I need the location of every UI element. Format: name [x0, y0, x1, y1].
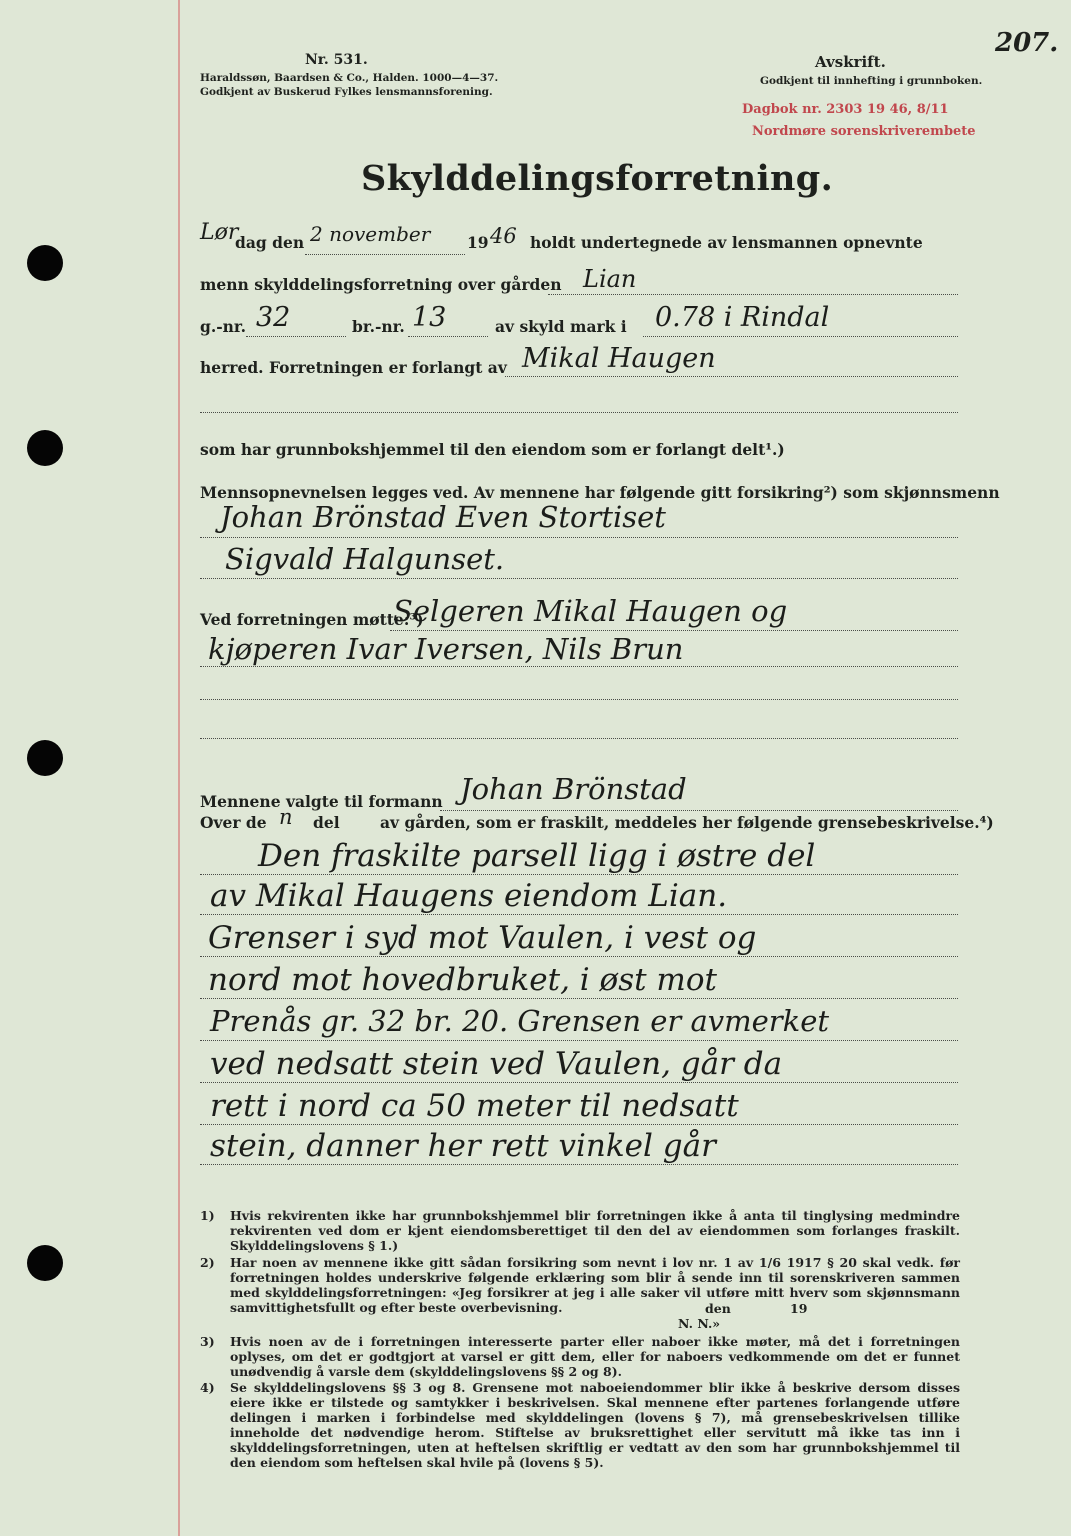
hand-description-line: ved nedsatt stein ved Vaulen, går da	[210, 1046, 783, 1082]
footnote-text: Hvis rekvirenten ikke har grunnbokshjemmel blir forretningen ikke å anta til tinglysing medmindre rekvirenten ved dom er kjent eiendomsberettiget til den del av eiendommen som forlanges fraskilt. Skylddelingslovens § 1.)	[230, 1208, 960, 1253]
fill-line	[548, 294, 958, 295]
hand-present-2: kjøperen Ivar Iversen, Nils Brun	[208, 632, 684, 666]
hand-weekday: Lør	[200, 220, 239, 245]
hand-present-1: Selgeren Mikal Haugen og	[393, 594, 788, 628]
fill-line	[505, 376, 958, 377]
publisher-line: Haraldssøn, Baardsen & Co., Halden. 1000—4—37.	[200, 72, 499, 84]
punch-hole	[27, 740, 63, 776]
footnote-19: 19	[790, 1301, 808, 1316]
stamp-diary-number: Dagbok nr. 2303 19 46, 8/11	[742, 102, 949, 117]
hand-appraisers-1: Johan Brönstad Even Stortiset	[220, 500, 666, 534]
fill-line	[200, 1124, 958, 1125]
punch-hole	[27, 1245, 63, 1281]
label-forlangt-av: herred. Forretningen er forlangt av	[200, 358, 507, 377]
footnote-text: Hvis noen av de i forretningen interesserte parter eller naboer ikke møter, må det i forretningen oplyses, om det er godtgjort at varsel er gitt dem, eller for naboers vedkommende om det er funnet unødvendig å varsle dem (skylddelingslovens §§ 2 og 8).	[230, 1334, 960, 1379]
label-grunnbokshjemmel: som har grunnbokshjemmel til den eiendom som er forlangt delt¹.)	[200, 440, 785, 459]
label-mottet: Ved forretningen møtte:³)	[200, 610, 424, 629]
footnote-2	[200, 1255, 960, 1315]
label-formann: Mennene valgte til formann	[200, 792, 443, 811]
hand-gnr: 32	[256, 302, 291, 333]
label-gnr: g.-nr.	[200, 317, 247, 336]
hand-description-line: rett i nord ca 50 meter til nedsatt	[210, 1088, 739, 1124]
fill-line	[643, 336, 958, 337]
hand-requester: Mikal Haugen	[522, 343, 716, 374]
hand-appraisers-2: Sigvald Halgunset.	[225, 542, 505, 576]
approval-line: Godkjent av Buskerud Fylkes lensmannsforening.	[200, 86, 493, 98]
hand-description-line: nord mot hovedbruket, i øst mot	[208, 962, 717, 998]
margin-rule	[178, 0, 180, 1536]
label-skyld: av skyld mark i	[495, 317, 627, 336]
label-grensebeskrivelse: av gården, som er fraskilt, meddeles her følgende grensebeskrivelse.⁴)	[380, 813, 994, 832]
footnote-number: 3)	[200, 1334, 215, 1349]
punch-hole	[27, 430, 63, 466]
hand-description-line: Grenser i syd mot Vaulen, i vest og	[208, 920, 757, 956]
fill-line	[200, 1164, 958, 1165]
fill-line	[390, 630, 958, 631]
footnote-number: 4)	[200, 1380, 215, 1395]
footnote-signature: N. N.»	[678, 1316, 721, 1331]
fill-line	[200, 1082, 958, 1083]
hand-part: n	[279, 805, 293, 829]
footnote-number: 2)	[200, 1255, 215, 1270]
label-year-prefix: 19	[467, 233, 489, 252]
form-number: Nr. 531.	[305, 52, 368, 68]
label-dag-den: dag den	[235, 233, 305, 252]
page-number: 207.	[995, 28, 1059, 58]
punch-hole	[27, 245, 63, 281]
fill-line	[200, 956, 958, 957]
fill-line	[200, 412, 958, 413]
footnote-3	[200, 1334, 960, 1379]
label-del: del	[313, 813, 340, 832]
fill-line	[246, 336, 346, 337]
fill-line	[200, 998, 958, 999]
label-holdt: holdt undertegnede av lensmannen opnevnte	[530, 233, 923, 252]
fill-line	[440, 810, 958, 811]
hand-farm-name: Lian	[583, 265, 637, 293]
stamp-office: Nordmøre sorenskriverembete	[752, 124, 976, 139]
label-over-garden: menn skylddelingsforretning over gården	[200, 275, 562, 294]
footnote-number: 1)	[200, 1208, 215, 1223]
footnote-text: Har noen av mennene ikke gitt sådan forsikring som nevnt i lov nr. 1 av 1/6 1917 § 20 skal vedk. før forretningen holdes underskrive følgende erklæring som blir å sende inn til sorenskriveren sammen med skylddelingsforretningen: «Jeg forsikrer at jeg i alle saker vil utføre mitt hverv som skjønnsmann samvittighetsfullt og efter beste overbevisning.	[230, 1255, 960, 1315]
hand-chairman: Johan Brönstad	[460, 772, 687, 806]
fill-line	[200, 699, 958, 700]
hand-date: 2 november	[310, 222, 431, 246]
fill-line	[200, 914, 958, 915]
fill-line	[200, 537, 958, 538]
copy-note: Godkjent til innhefting i grunnboken.	[760, 75, 983, 87]
fill-line	[200, 578, 958, 579]
fill-line	[305, 254, 465, 255]
hand-skyld: 0.78 i Rindal	[655, 302, 830, 333]
fill-line	[200, 1040, 958, 1041]
hand-year: 46	[490, 224, 517, 248]
label-brnr: br.-nr.	[352, 317, 405, 336]
page-title: Skylddelingsforretning.	[361, 158, 834, 199]
hand-description-line: av Mikal Haugens eiendom Lian.	[210, 878, 728, 914]
footnote-den: den	[705, 1301, 731, 1316]
hand-description-line: Prenås gr. 32 br. 20. Grensen er avmerket	[210, 1004, 830, 1038]
fill-line	[200, 666, 958, 667]
footnote-1	[200, 1208, 960, 1253]
footnote-4	[200, 1380, 960, 1470]
hand-description-line: Den fraskilte parsell ligg i østre del	[258, 838, 816, 874]
label-mennsopnevnelsen: Mennsopnevnelsen legges ved. Av mennene har følgende gitt forsikring²) som skjønnsmenn	[200, 483, 1000, 502]
footnote-text: Se skylddelingslovens §§ 3 og 8. Grensene mot naboeiendommer blir ikke å beskrive dersom disses eiere ikke er tilstede og samtykker i beskrivelsen. Skal mennene efter partenes forlangende utføre delingen i marken i forbindelse med skylddelingen (lovens § 7), må grensebeskrivelsen tillike inneholde det nødvendige herom. Stiftelse av bruksrettighet eller servitutt må ikke tas inn i skylddelingsforretningen, uten at heftelsen skriftlig er vedtatt av den som har grunnbokshjemmel til den eiendom som heftelsen skal hvile på (lovens § 5).	[230, 1380, 960, 1470]
copy-label: Avskrift.	[815, 53, 886, 71]
fill-line	[200, 738, 958, 739]
label-over-de: Over de	[200, 813, 267, 832]
fill-line	[200, 874, 958, 875]
hand-description-line: stein, danner her rett vinkel går	[210, 1128, 716, 1164]
fill-line	[408, 336, 488, 337]
hand-brnr: 13	[412, 302, 447, 333]
